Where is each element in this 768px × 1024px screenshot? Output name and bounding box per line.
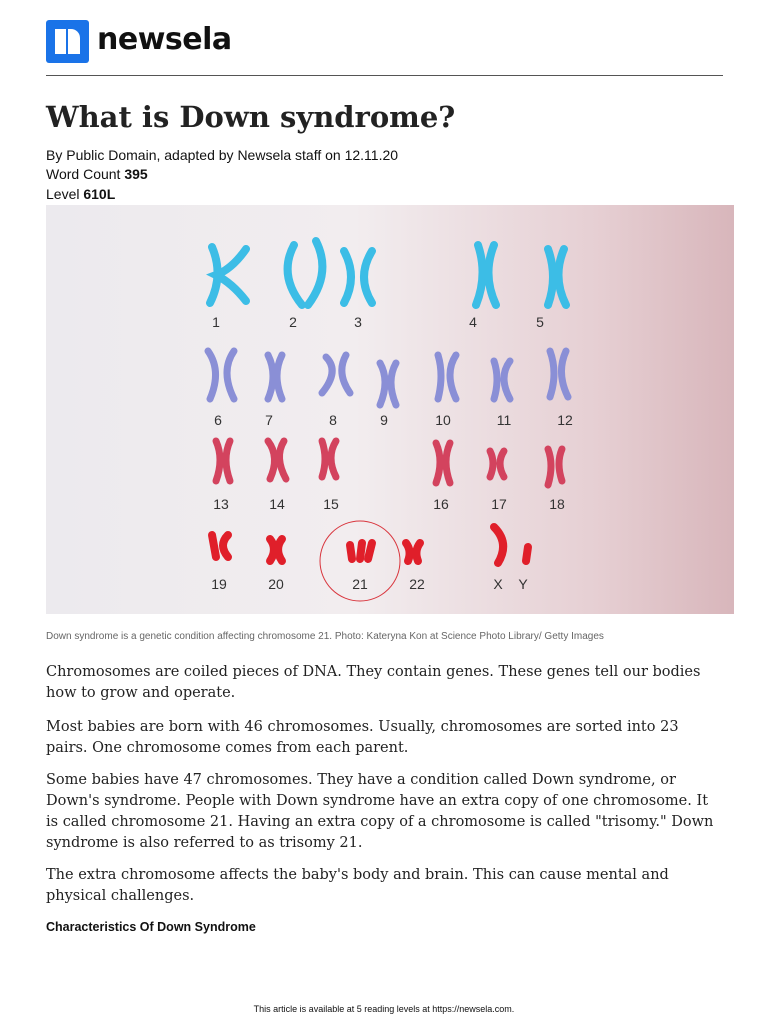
logo-text[interactable]: newsela — [97, 22, 232, 57]
chromosome-22 — [406, 543, 420, 561]
label-12: 12 — [557, 412, 573, 428]
chromosome-1 — [210, 247, 246, 303]
label-7: 7 — [265, 412, 273, 428]
chromosome-21a — [350, 545, 352, 559]
header — [46, 18, 723, 76]
level-value: 610L — [83, 186, 116, 202]
chromosome-16 — [436, 443, 450, 483]
chromosome-6 — [208, 351, 234, 399]
chromosome-y — [526, 547, 528, 561]
chromosome-4b — [488, 245, 496, 305]
label-y: Y — [518, 576, 528, 592]
chromosome-21c — [368, 543, 372, 559]
chromosome-14 — [268, 441, 286, 479]
label-3: 3 — [354, 314, 362, 330]
label-22: 22 — [409, 576, 425, 592]
label-14: 14 — [269, 496, 285, 512]
chromosome-7 — [268, 355, 282, 399]
chromosome-3b — [364, 251, 372, 303]
chromosome-15 — [322, 441, 336, 477]
label-19: 19 — [211, 576, 227, 592]
chromosome-11 — [494, 361, 510, 399]
karyotype-photo — [46, 205, 734, 614]
paragraph-1: Chromosomes are coiled pieces of DNA. They contain genes. These genes tell our bodies how to grow and operate. — [46, 664, 701, 701]
chromosome-x — [494, 527, 503, 563]
paragraph-2: Most babies are born with 46 chromosomes. Usually, chromosomes are sorted into 23 pairs. One chromosome comes from each parent. — [46, 719, 679, 756]
word-count-value: 395 — [124, 166, 148, 182]
label-x: X — [493, 576, 503, 592]
paragraph-3: Some babies have 47 chromosomes. They have a condition called Down syndrome, or Down's syndrome. People with Down syndrome have an extra copy of one chromosome. It is called chromosome 21. Having an extra copy of a chromosome is called "trisomy." Down syndrome is also referred to as trisomy 21. — [46, 772, 714, 851]
label-17: 17 — [491, 496, 507, 512]
chromosome-3a — [344, 251, 351, 303]
label-8: 8 — [329, 412, 337, 428]
label-18: 18 — [549, 496, 565, 512]
label-5: 5 — [536, 314, 544, 330]
chromosome-2a — [288, 245, 302, 305]
label-6: 6 — [214, 412, 222, 428]
chromosome-19 — [212, 535, 228, 557]
newsela-logo-icon[interactable] — [46, 20, 89, 63]
chromosome-17 — [490, 451, 504, 477]
chromosome-18 — [548, 449, 562, 485]
chromosome-13 — [216, 441, 230, 481]
label-21: 21 — [352, 576, 368, 592]
chromosome-9 — [380, 363, 396, 405]
label-4: 4 — [469, 314, 477, 330]
label-2: 2 — [289, 314, 297, 330]
chromosome-2b — [308, 241, 322, 305]
chromosome-8 — [322, 355, 350, 393]
label-13: 13 — [213, 496, 229, 512]
paragraph-4: The extra chromosome affects the baby's body and brain. This can cause mental and physical challenges. — [46, 867, 669, 904]
label-9: 9 — [380, 412, 388, 428]
article-title: What is Down syndrome? — [46, 100, 456, 134]
label-1: 1 — [212, 314, 220, 330]
label-20: 20 — [268, 576, 284, 592]
chromosome-20 — [270, 539, 282, 561]
label-15: 15 — [323, 496, 339, 512]
label-10: 10 — [435, 412, 451, 428]
chromosome-4a — [476, 245, 483, 305]
label-11: 11 — [496, 412, 512, 428]
footer-note: This article is available at 5 reading levels at https://newsela.com. — [253, 1004, 515, 1014]
word-count-label: Word Count — [46, 166, 121, 182]
label-16: 16 — [433, 496, 449, 512]
level-label: Level — [46, 186, 80, 202]
chromosome-5b — [558, 249, 566, 305]
chromosome-12 — [550, 351, 568, 397]
byline: By Public Domain, adapted by Newsela staff on 12.11.20 — [46, 147, 399, 163]
chromosome-5a — [548, 249, 553, 305]
photo-caption: Down syndrome is a genetic condition affecting chromosome 21. Photo: Kateryna Kon at Science Photo Library/ Getty Images — [46, 631, 604, 642]
chromosome-10 — [438, 355, 456, 399]
section-heading: Characteristics Of Down Syndrome — [46, 920, 256, 934]
word-count — [46, 166, 148, 182]
chromosome-21b — [360, 543, 362, 559]
reading-level — [46, 186, 115, 202]
